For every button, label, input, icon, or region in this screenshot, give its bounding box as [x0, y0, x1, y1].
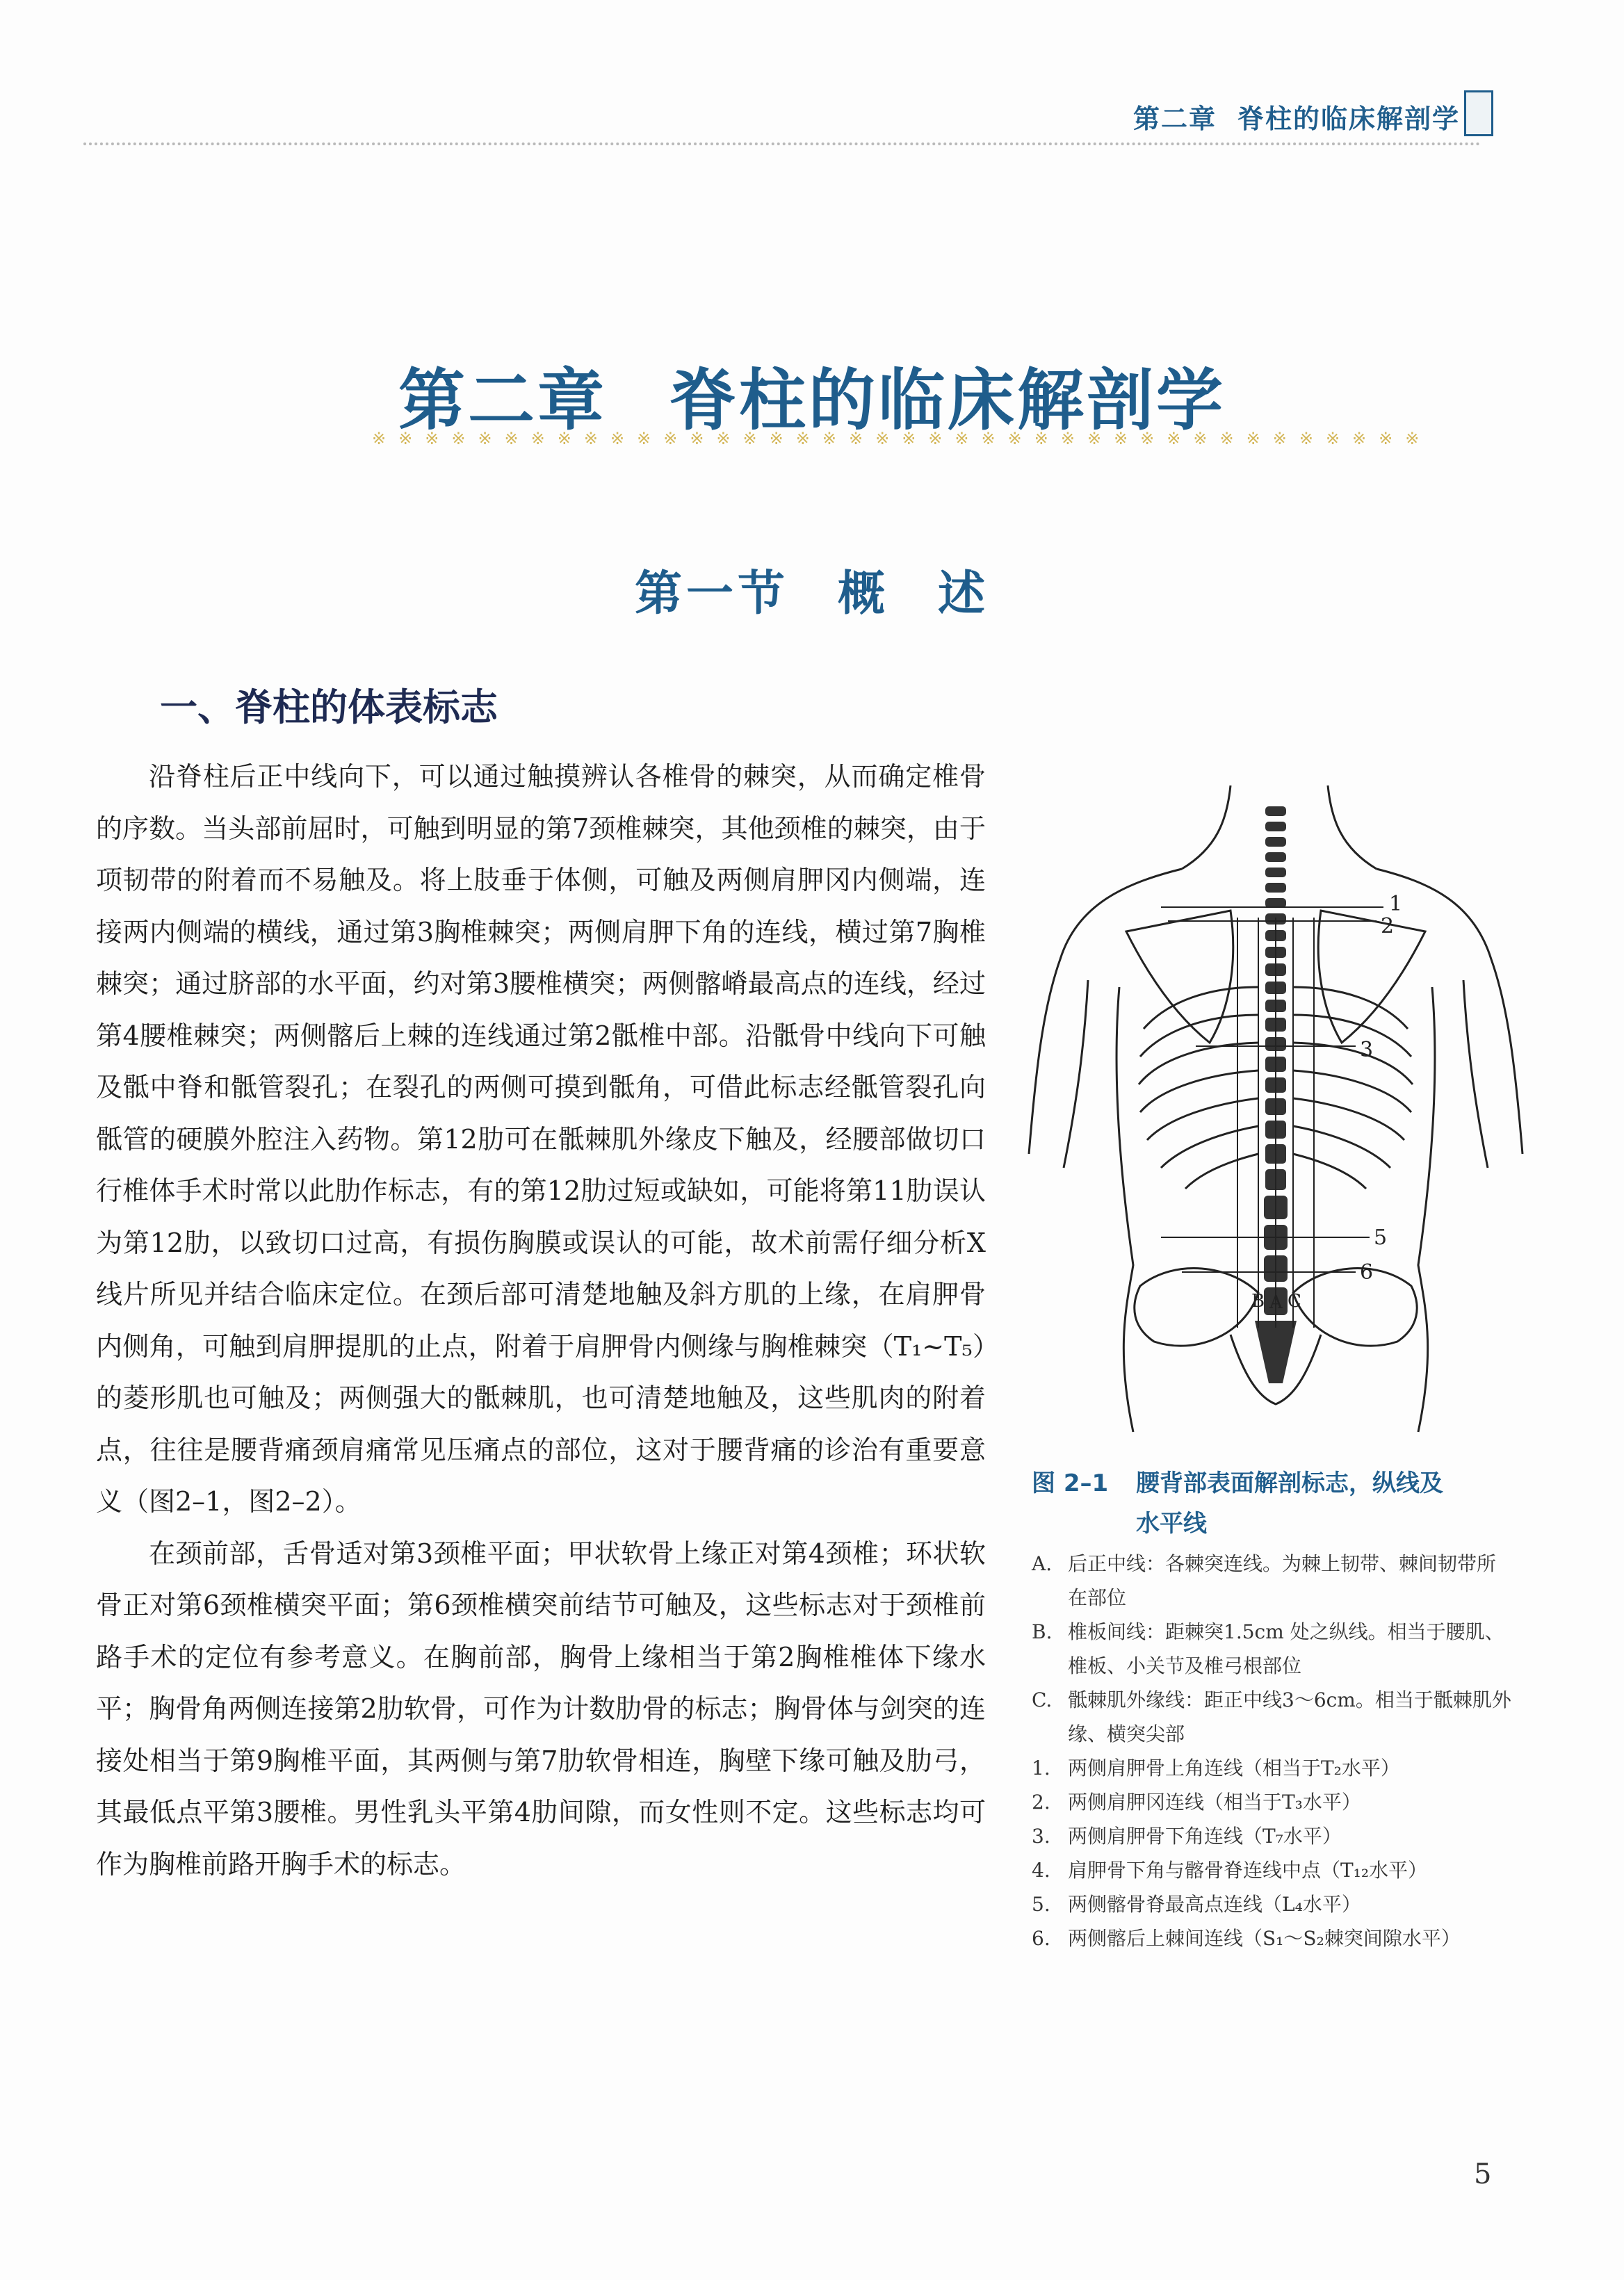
- legend-item: [1032, 1921, 1511, 1955]
- legend-text: 肩胛骨下角与髂骨脊连线中点（T₁₂水平）: [1068, 1859, 1428, 1882]
- back-anatomy-drawing: [1022, 779, 1529, 1432]
- section-word-2: 述: [938, 567, 990, 621]
- legend-text: 两侧髂后上棘间连线（S₁～S₂棘突间隙水平）: [1068, 1927, 1461, 1950]
- section-word-1: 概: [837, 567, 889, 621]
- legend-item: [1032, 1853, 1511, 1887]
- running-header-title: 脊柱的临床解剖学: [1237, 104, 1460, 134]
- section-number: 第一节: [634, 567, 789, 621]
- paragraph: 沿脊柱后正中线向下，可以通过触摸辨认各椎骨的棘突，从而确定椎骨的序数。当头部前屈时，可触到明显的第7颈椎棘突，其他颈椎的棘突，由于项韧带的附着而不易触及。将上肢垂于体侧，可触及两侧肩胛冈内侧端，连接两内侧端的横线，通过第3胸椎棘突；两侧肩胛下角的连线，横过第7胸椎棘突；通过脐部的水平面，约对第3腰椎横突；两侧髂嵴最高点的连线，经过第4腰椎棘突；两侧髂后上棘的连线通过第2骶椎中部。沿骶骨中线向下可触及骶中脊和骶管裂孔；在裂孔的两侧可摸到骶角，可借此标志经骶管裂孔向骶管的硬膜外腔注入药物。第12肋可在骶棘肌外缘皮下触及，经腰部做切口行椎体手术时常以此肋作标志，有的第12肋过短或缺如，可能将第11肋误认为第12肋，以致切口过高，有损伤胸膜或误认的可能，故术前需仔细分析X线片所见并结合临床定位。在颈后部可清楚地触及斜方肌的上缘，在肩胛骨内侧角，可触到肩胛提肌的止点，附着于肩胛骨内侧缘与胸椎棘突（T₁~T₅）的菱形肌也可触及；两侧强大的骶棘肌，也可清楚地触及，这些肌肉的附着点，往往是腰背痛颈肩痛常见压痛点的部位，这对于腰背痛的诊治有重要意义（图2–1，图2–2）。: [96, 761, 986, 1517]
- legend-mark: 2.: [1032, 1791, 1050, 1814]
- figure-label-6: 6: [1360, 1260, 1374, 1285]
- book-icon: [1464, 90, 1493, 136]
- figure-caption-line-1: 腰背部表面解剖标志，纵线及: [1136, 1469, 1443, 1497]
- title-ornament: ※※※※※※※※※※※※※※※※※※※※※※※※※※※※※※※※※※※※※※※※: [372, 429, 1432, 448]
- page-number: 5: [1474, 2158, 1492, 2190]
- legend-item: [1032, 1887, 1511, 1921]
- legend-text: 两侧肩胛骨上角连线（相当于T₂水平）: [1068, 1757, 1400, 1780]
- subsection-title: 一、脊柱的体表标志: [160, 685, 498, 729]
- chapter-name: 脊柱的临床解剖学: [669, 361, 1226, 439]
- legend-mark: 4.: [1032, 1859, 1050, 1882]
- section-title: [0, 556, 1624, 624]
- figure-caption-line-2: 水平线: [1136, 1510, 1207, 1538]
- running-header-chapter: 第二章: [1132, 104, 1217, 134]
- legend-item: [1032, 1785, 1511, 1819]
- legend-mark: 3.: [1032, 1825, 1050, 1848]
- legend-text: 后正中线：各棘突连线。为棘上韧带、棘间韧带所在部位: [1068, 1552, 1497, 1609]
- legend-mark: 6.: [1032, 1927, 1050, 1950]
- figure-label-b: B: [1251, 1291, 1265, 1312]
- figure-caption: [1032, 1463, 1518, 1544]
- legend-item: [1032, 1751, 1511, 1785]
- legend-item: [1032, 1615, 1511, 1683]
- figure-label-5: 5: [1374, 1226, 1388, 1250]
- legend-text: 两侧肩胛冈连线（相当于T₃水平）: [1068, 1791, 1361, 1814]
- legend-mark: 1.: [1032, 1757, 1050, 1780]
- figure-legend: [1032, 1547, 1511, 1955]
- figure-label-a: A: [1269, 1292, 1283, 1313]
- legend-item: [1032, 1547, 1511, 1615]
- legend-text: 椎板间线：距棘突1.5cm 处之纵线。相当于腰肌、椎板、小关节及椎弓根部位: [1068, 1620, 1504, 1677]
- legend-mark: 5.: [1032, 1893, 1050, 1916]
- figure-back-anatomy: [1022, 779, 1529, 1432]
- running-header: [1098, 97, 1460, 136]
- legend-mark: A.: [1032, 1552, 1053, 1575]
- legend-mark: C.: [1032, 1688, 1053, 1711]
- legend-item: [1032, 1683, 1511, 1751]
- legend-text: 两侧髂骨脊最高点连线（L₄水平）: [1068, 1893, 1361, 1916]
- header-divider: [83, 142, 1481, 145]
- legend-text: 两侧肩胛骨下角连线（T₇水平）: [1068, 1825, 1342, 1848]
- body-text: [96, 751, 986, 1890]
- legend-item: [1032, 1819, 1511, 1853]
- figure-caption-label: 图 2–1: [1032, 1469, 1109, 1497]
- chapter-number: 第二章: [398, 361, 607, 439]
- figure-label-3: 3: [1360, 1038, 1374, 1062]
- figure-label-c: C: [1288, 1291, 1301, 1312]
- figure-label-1: 1: [1389, 892, 1403, 916]
- legend-mark: B.: [1032, 1620, 1053, 1643]
- legend-text: 骶棘肌外缘线：距正中线3～6cm。相当于骶棘肌外缘、横突尖部: [1068, 1688, 1511, 1745]
- paragraph: 在颈前部，舌骨适对第3颈椎平面；甲状软骨上缘正对第4颈椎；环状软骨正对第6颈椎横突平面；第6颈椎横突前结节可触及，这些标志对于颈椎前路手术的定位有参考意义。在胸前部，胸骨上缘相当于第2胸椎椎体下缘水平；胸骨角两侧连接第2肋软骨，可作为计数肋骨的标志；胸骨体与剑突的连接处相当于第9胸椎平面，其两侧与第7肋软骨相连，胸壁下缘可触及肋弓，其最低点平第3腰椎。男性乳头平第4肋间隙，而女性则不定。这些标志均可作为胸椎前路开胸手术的标志。: [96, 1538, 986, 1880]
- figure-label-2: 2: [1381, 914, 1395, 938]
